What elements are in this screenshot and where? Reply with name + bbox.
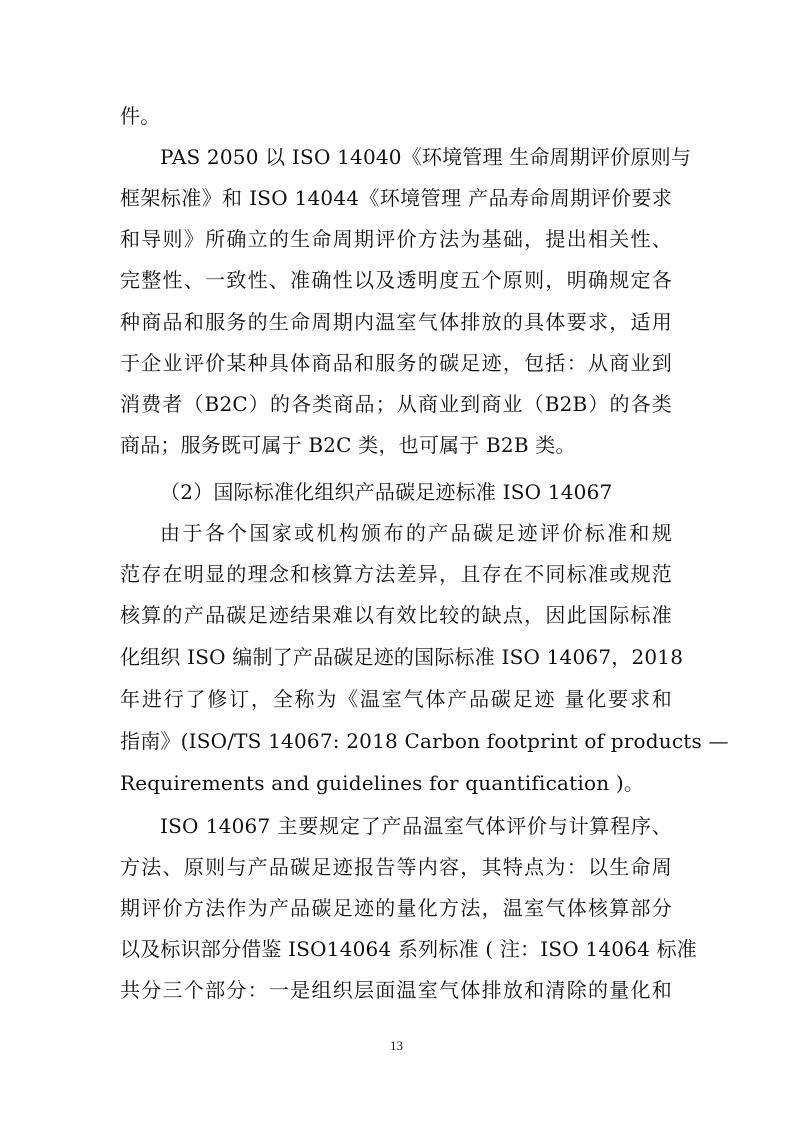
text-line: 年进行了修订，全称为《温室气体产品碳足迹 量化要求和 bbox=[120, 687, 672, 711]
text-line: 商品；服务既可属于 B2C 类，也可属于 B2B 类。 bbox=[120, 433, 576, 457]
text-line: 由于各个国家或机构颁布的产品碳足迹评价标准和规 bbox=[160, 521, 672, 545]
text-line: 框架标准》和 ISO 14044《环境管理 产品寿命周期评价要求 bbox=[120, 186, 672, 210]
text-line: ISO 14067 主要规定了产品温室气体评价与计算程序、 bbox=[160, 814, 672, 838]
text-line: 核算的产品碳足迹结果难以有效比较的缺点，因此国际标准 bbox=[120, 603, 672, 627]
text-line: 共分三个部分：一是组织层面温室气体排放和清除的量化和 bbox=[120, 978, 672, 1002]
text-line: 件。 bbox=[120, 104, 161, 128]
text-line: 期评价方法作为产品碳足迹的量化方法，温室气体核算部分 bbox=[120, 896, 672, 920]
text-line: 完整性、一致性、准确性以及透明度五个原则，明确规定各 bbox=[120, 268, 672, 292]
section-heading: （2）国际标准化组织产品碳足迹标准 ISO 14067 bbox=[160, 480, 613, 504]
text-line: 以及标识部分借鉴 ISO14064 系列标准 ( 注：ISO 14064 标准 bbox=[120, 937, 697, 961]
text-line: 消费者（B2C）的各类商品；从商业到商业（B2B）的各类 bbox=[120, 392, 672, 416]
text-line: 范存在明显的理念和核算方法差异，且存在不同标准或规范 bbox=[120, 562, 672, 586]
text-line: 于企业评价某种具体商品和服务的碳足迹，包括：从商业到 bbox=[120, 351, 672, 375]
text-line: PAS 2050 以 ISO 14040《环境管理 生命周期评价原则与 bbox=[160, 145, 692, 169]
page-number: 13 bbox=[390, 1038, 403, 1053]
text-line: Requirements and guidelines for quantification )。 bbox=[120, 771, 645, 795]
text-line: 指南》(ISO/TS 14067: 2018 Carbon footprint of products — bbox=[120, 729, 729, 753]
text-line: 化组织 ISO 编制了产品碳足迹的国际标准 ISO 14067，2018 bbox=[120, 645, 684, 669]
text-line: 和导则》所确立的生命周期评价方法为基础，提出相关性、 bbox=[120, 227, 672, 251]
text-line: 方法、原则与产品碳足迹报告等内容，其特点为：以生命周 bbox=[120, 855, 672, 879]
text-line: 种商品和服务的生命周期内温室气体排放的具体要求，适用 bbox=[120, 310, 672, 334]
